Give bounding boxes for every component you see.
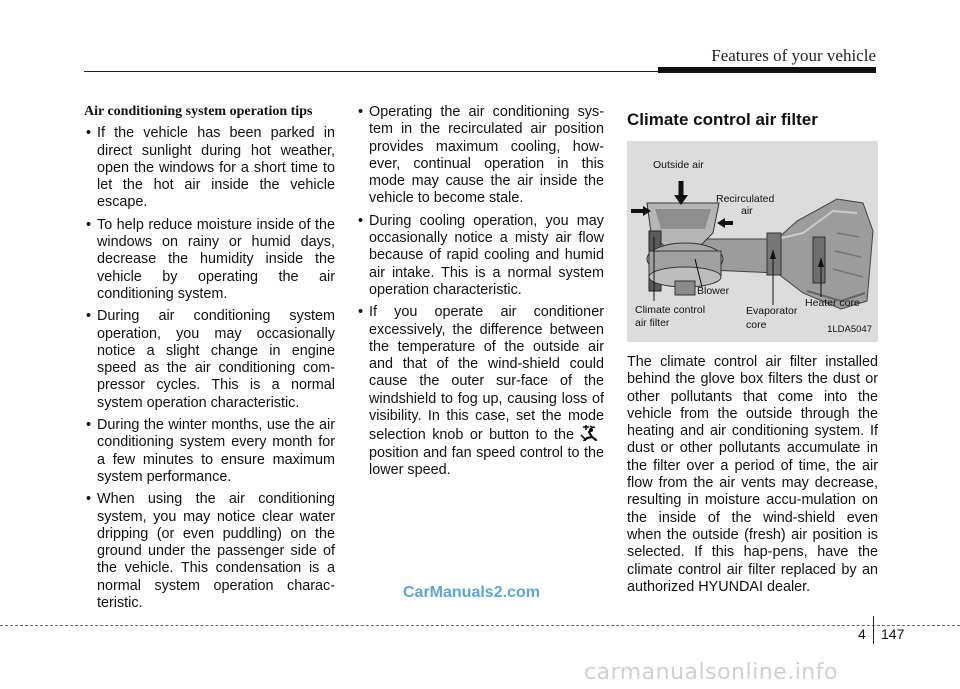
header-rule-accent [658, 67, 876, 73]
label-outside-air: Outside air [653, 159, 704, 171]
list-item: • Operating the air conditioning sys-tem in the recirculated air position provides maximum cooling, how-ever, continual operation in this mode may cause the air inside the vehicle to become stale. [356, 104, 604, 208]
tips-heading: Air conditioning system operation tips [84, 104, 313, 119]
list-item: • During air conditioning system operation, you may occasionally notice a slight change in engine speed as the air conditioning com-pressor cycles. This is a normal system operation characteristic. [84, 308, 335, 412]
mode-text-before: If you operate air conditioner excessively, the difference between the temperature of the outside air and that of the wind-shield could cause the outer sur-face of the windshield to fog up, causing loss of visibility. In this case, set the mode selection knob or button to the [369, 304, 604, 444]
list-item-mode [356, 304, 604, 479]
figure-code: 1LDA5047 [827, 323, 872, 335]
column-left [84, 103, 335, 617]
label-heater-core: Heater core [805, 297, 860, 309]
label-blower: Blower [697, 285, 730, 297]
list-item: • When using the air conditioning system, you may notice clear water dripping (or even puddling) on the ground under the passenger side of the vehicle. This condensation is a normal system operation charac-teristic. [84, 491, 335, 612]
footer-rule [0, 625, 960, 626]
column-right [627, 109, 878, 596]
list-item: • During cooling operation, you may occasionally notice a misty air flow because of rapid cooling and humid air intake. This is a normal system operation characteristic. [356, 213, 604, 299]
header-rule [84, 71, 668, 72]
label-recirculated-air: air [741, 205, 753, 217]
column-middle [356, 104, 604, 484]
label-filter-2: air filter [635, 317, 670, 329]
page-number: 147 [881, 626, 905, 642]
footer-divider [873, 616, 874, 644]
label-recirculated: Recirculated [716, 193, 775, 205]
label-filter-1: Climate control [635, 304, 706, 316]
watermark: CarManuals2.com [403, 584, 540, 601]
floor-defrost-mode-icon [580, 425, 598, 441]
tips-list-left [84, 125, 335, 612]
label-evaporator-2: core [746, 319, 767, 331]
running-header: Features of your vehicle [711, 46, 876, 65]
air-filter-diagram [627, 141, 878, 342]
tips-list-middle [356, 104, 604, 479]
chapter-number: 4 [858, 626, 866, 642]
filter-paragraph: The climate control air filter installed behind the glove box filters the dust or other pollutants that come into the vehicle from the outside through the heating and air conditioning system. If dust or other pollutants accumulate in the filter over a period of time, the air flow from the air vents may decrease, resulting in moisture accu-mulation on the inside of the wind-shield even when the outside (fresh) air position is selected. If this hap-pens, have the climate control air filter replaced by an authorized HYUNDAI dealer. [627, 354, 878, 595]
footer-watermark-url: carmanualsonline.info [584, 660, 838, 685]
list-item: • To help reduce moisture inside of the windows on rainy or humid days, decrease the humidity inside the vehicle by operating the air conditioning system. [84, 217, 335, 303]
list-item: • During the winter months, use the air conditioning system every month for a few minutes to ensure maximum system performance. [84, 417, 335, 486]
mode-text-after: position and fan speed control to the lower speed. [369, 444, 604, 478]
label-evaporator-1: Evaporator [746, 305, 798, 317]
list-item: • If the vehicle has been parked in direct sunlight during hot weather, open the windows for a short time to let the hot air inside the vehicle escape. [84, 125, 335, 211]
section-title: Climate control air filter [627, 110, 818, 129]
